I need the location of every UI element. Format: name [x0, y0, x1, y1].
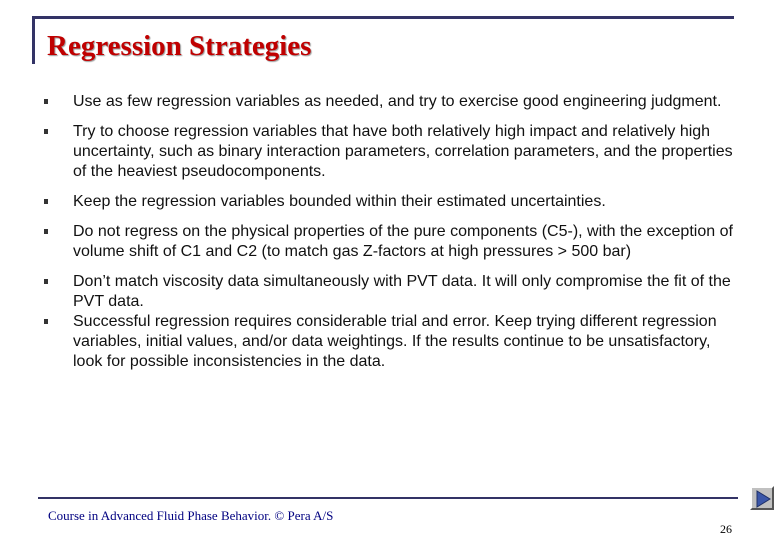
bullet-square-icon [44, 229, 48, 234]
bullet-square-icon [44, 199, 48, 204]
bullet-text: Do not regress on the physical properties of the pure components (C5-), with the exception of volume shift of C1 and C2 (to match gas Z-factors at high pressures > 500 bar) [73, 223, 733, 260]
footer-divider [38, 497, 738, 499]
bullet-square-icon [44, 279, 48, 284]
bullet-text: Keep the regression variables bounded within their estimated uncertainties. [73, 193, 606, 210]
bullet-item [44, 272, 744, 312]
bullet-item [44, 222, 744, 262]
footer-course-text: Course in Advanced Fluid Phase Behavior. © Pera A/S [48, 508, 334, 523]
slide-title: Regression Strategies [47, 30, 312, 62]
bullet-text: Don’t match viscosity data simultaneously with PVT data. It will only compromise the fit of the PVT data. [73, 273, 731, 310]
bullet-square-icon [44, 319, 48, 324]
bullet-item [44, 312, 744, 372]
bullet-item [44, 192, 744, 212]
bullet-text: Use as few regression variables as needed, and try to exercise good engineering judgment. [73, 93, 722, 110]
bullet-text: Try to choose regression variables that have both relatively high impact and relatively high uncertainty, such as binary interaction parameters, correlation parameters, and the properties of the heaviest pseudocomponents. [73, 123, 733, 180]
bullet-item [44, 92, 744, 112]
bullet-item [44, 122, 744, 182]
play-triangle-icon [755, 490, 771, 508]
bullet-text: Successful regression requires considerable trial and error. Keep trying different regression variables, initial values, and/or data weightings. If the results continue to be unsatisfactory, look for possible inconsistencies in the data. [73, 313, 717, 370]
bullet-square-icon [44, 129, 48, 134]
page-number: 26 [720, 522, 732, 536]
next-slide-button[interactable] [750, 486, 774, 510]
bullet-list [44, 92, 744, 382]
bullet-square-icon [44, 99, 48, 104]
